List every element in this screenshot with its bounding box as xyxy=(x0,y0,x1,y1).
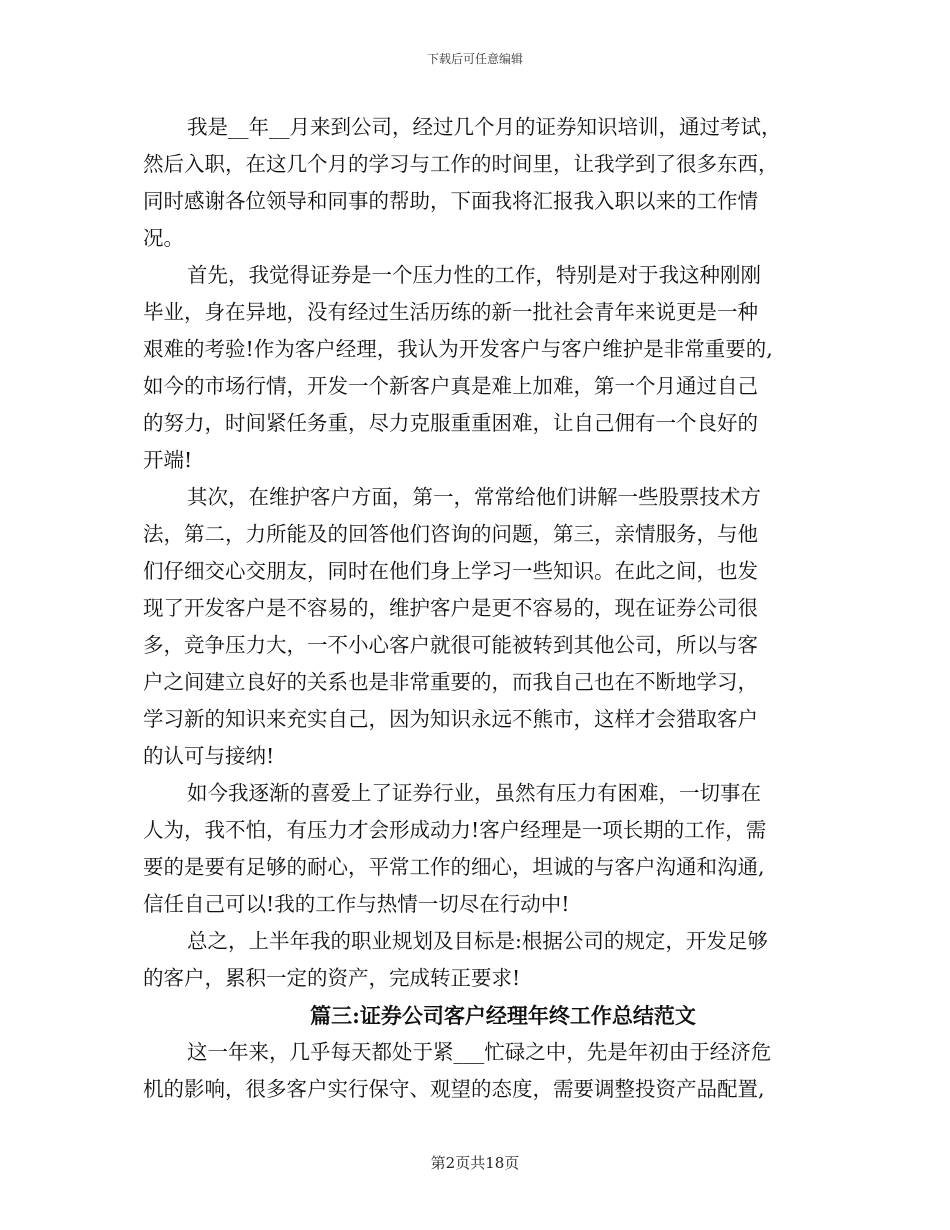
paragraph-line: 况。 xyxy=(143,226,184,250)
paragraph-line: 的认可与接纳! xyxy=(143,744,275,768)
paragraph-line: 要的是要有足够的耐心，平常工作的细心，坦诚的与客户沟通和沟通, xyxy=(143,855,765,879)
paragraph-line: 学习新的知识来充实自己，因为知识永远不熊市，这样才会猎取客户 xyxy=(143,707,758,731)
page-number: 第2页共18页 xyxy=(430,1154,520,1172)
paragraph-line: 户之间建立良好的关系也是非常重要的，而我自己也在不断地学习， xyxy=(143,670,758,694)
paragraph-line: 多，竞争压力大，一不小心客户就很可能被转到其他公司，所以与客 xyxy=(143,633,758,657)
paragraph-line: 机的影响，很多客户实行保守、观望的态度，需要调整投资产品配置, xyxy=(143,1077,765,1101)
paragraph-line: 人为，我不怕，有压力才会形成动力!客户经理是一项长期的工作，需 xyxy=(143,818,767,842)
paragraph-line: 如今我逐渐的喜爱上了证券行业，虽然有压力有困难，一切事在 xyxy=(187,781,761,805)
paragraph-line: 毕业，身在异地，没有经过生活历练的新一批社会青年来说更是一种 xyxy=(143,300,758,324)
paragraph-line: 现了开发客户是不容易的，维护客户是更不容易的，现在证券公司很 xyxy=(143,596,758,620)
document-body xyxy=(143,109,823,1108)
paragraph-line: 信任自己可以!我的工作与热情一切尽在行动中! xyxy=(143,892,570,916)
paragraph-line: 然后入职，在这几个月的学习与工作的时间里，让我学到了很多东西， xyxy=(143,152,779,176)
paragraph-line: 首先，我觉得证券是一个压力性的工作，特别是对于我这种刚刚 xyxy=(187,263,761,287)
paragraph-line: 们仔细交心交朋友，同时在他们身上学习一些知识。在此之间，也发 xyxy=(143,559,758,583)
paragraph-line: 艰难的考验!作为客户经理，我认为开发客户与客户维护是非常重要的, xyxy=(143,337,773,361)
paragraph-line: 的努力，时间紧任务重，尽力克服重重困难，让自己佣有一个良好的 xyxy=(143,411,758,435)
paragraph-line: 我是__年__月来到公司，经过几个月的证券知识培训，通过考试， xyxy=(187,115,782,139)
paragraph-line: 开端! xyxy=(143,448,193,472)
paragraph-line: 这一年来，几乎每天都处于紧___忙碌之中，先是年初由于经济危 xyxy=(187,1040,772,1064)
paragraph-line: 的客户，累积一定的资产，完成转正要求! xyxy=(143,966,521,990)
paragraph-line: 法，第二，力所能及的回答他们咨询的问题，第三，亲情服务，与他 xyxy=(143,522,758,546)
paragraph-line: 总之，上半年我的职业规划及目标是:根据公司的规定，开发足够 xyxy=(187,929,768,953)
paragraph-line: 如今的市场行情，开发一个新客户真是难上加难，第一个月通过自己 xyxy=(143,374,758,398)
section-title: 篇三:证券公司客户经理年终工作总结范文 xyxy=(310,1003,696,1028)
paragraph-line: 同时感谢各位领导和同事的帮助，下面我将汇报我入职以来的工作情 xyxy=(143,189,758,213)
paragraph-line: 其次，在维护客户方面，第一，常常给他们讲解一些股票技术方 xyxy=(187,485,761,509)
page-header-note: 下载后可任意编辑 xyxy=(426,52,523,66)
